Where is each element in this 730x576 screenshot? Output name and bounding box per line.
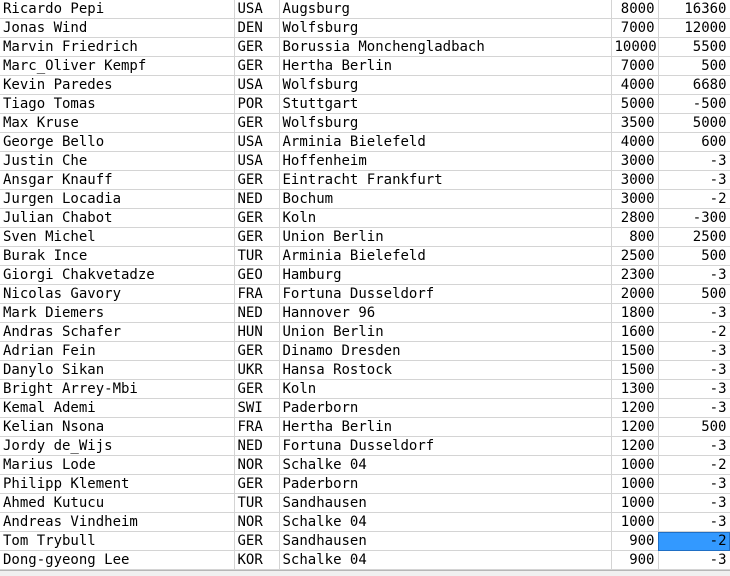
table-row (0, 190, 730, 209)
cell-value[interactable]: 2500 (658, 228, 730, 247)
cell-nationality[interactable]: GER (234, 380, 279, 399)
cell-value[interactable]: -300 (658, 209, 730, 228)
cell-value[interactable]: -3 (658, 152, 730, 171)
cell-value[interactable]: -500 (658, 95, 730, 114)
cell-player-name[interactable]: Ricardo Pepi (0, 0, 234, 19)
cell-club[interactable]: Schalke 04 (279, 513, 611, 532)
cell-player-name[interactable]: Philipp Klement (0, 475, 234, 494)
cell-club[interactable]: Union Berlin (279, 323, 611, 342)
cell-club[interactable]: Bochum (279, 190, 611, 209)
cell-nationality[interactable]: UKR (234, 361, 279, 380)
cell-club[interactable]: Sandhausen (279, 532, 611, 551)
cell-nationality[interactable]: KOR (234, 551, 279, 570)
cell-fee[interactable]: 900 (611, 532, 658, 551)
cell-value[interactable]: 5000 (658, 114, 730, 133)
table-row (0, 551, 730, 570)
table-row (0, 342, 730, 361)
cell-value[interactable]: -2 (658, 190, 730, 209)
cell-fee[interactable]: 3000 (611, 171, 658, 190)
cell-fee[interactable]: 8000 (611, 0, 658, 19)
cell-nationality[interactable]: USA (234, 152, 279, 171)
cell-club[interactable]: Sandhausen (279, 494, 611, 513)
cell-nationality[interactable]: DEN (234, 19, 279, 38)
cell-value[interactable]: -3 (658, 551, 730, 570)
cell-player-name[interactable]: Jonas Wind (0, 19, 234, 38)
table-row (0, 437, 730, 456)
cell-value[interactable]: 500 (658, 57, 730, 76)
cell-value[interactable]: 500 (658, 418, 730, 437)
cell-player-name[interactable]: Ahmed Kutucu (0, 494, 234, 513)
cell-value[interactable]: 5500 (658, 38, 730, 57)
table-row (0, 399, 730, 418)
cell-fee[interactable]: 800 (611, 228, 658, 247)
cell-player-name[interactable]: Justin Che (0, 152, 234, 171)
table-row (0, 19, 730, 38)
table-row (0, 266, 730, 285)
cell-fee[interactable]: 3500 (611, 114, 658, 133)
cell-nationality[interactable]: NOR (234, 513, 279, 532)
cell-value[interactable]: 16360 (658, 0, 730, 19)
cell-player-name[interactable]: Nicolas Gavory (0, 285, 234, 304)
sheet-bottom-edge (0, 570, 730, 576)
table-row (0, 209, 730, 228)
cell-club[interactable]: Schalke 04 (279, 456, 611, 475)
cell-club[interactable]: Koln (279, 209, 611, 228)
cell-club[interactable]: Hamburg (279, 266, 611, 285)
cell-value[interactable]: -3 (658, 266, 730, 285)
cell-club[interactable]: Union Berlin (279, 228, 611, 247)
cell-player-name[interactable]: Tiago Tomas (0, 95, 234, 114)
cell-fee[interactable]: 1200 (611, 437, 658, 456)
cell-player-name[interactable]: Marc_Oliver Kempf (0, 57, 234, 76)
table-row (0, 0, 730, 19)
cell-value[interactable]: -3 (658, 171, 730, 190)
cell-nationality[interactable]: USA (234, 0, 279, 19)
cell-club[interactable]: Paderborn (279, 475, 611, 494)
table-row (0, 57, 730, 76)
table-row (0, 494, 730, 513)
cell-fee[interactable]: 1500 (611, 342, 658, 361)
table-row (0, 95, 730, 114)
cell-player-name[interactable]: Jurgen Locadia (0, 190, 234, 209)
cell-club[interactable]: Wolfsburg (279, 19, 611, 38)
cell-value[interactable]: -3 (658, 437, 730, 456)
table-row (0, 475, 730, 494)
table-row (0, 418, 730, 437)
cell-fee[interactable]: 2800 (611, 209, 658, 228)
cell-player-name[interactable]: George Bello (0, 133, 234, 152)
cell-nationality[interactable]: GER (234, 475, 279, 494)
cell-nationality[interactable]: GER (234, 171, 279, 190)
cell-nationality[interactable]: TUR (234, 494, 279, 513)
cell-fee[interactable]: 7000 (611, 57, 658, 76)
cell-club[interactable]: Eintracht Frankfurt (279, 171, 611, 190)
cell-club[interactable]: Hoffenheim (279, 152, 611, 171)
cell-nationality[interactable]: FRA (234, 285, 279, 304)
cell-club[interactable]: Hannover 96 (279, 304, 611, 323)
cell-player-name[interactable]: Danylo Sikan (0, 361, 234, 380)
cell-player-name[interactable]: Kemal Ademi (0, 399, 234, 418)
cell-nationality[interactable]: GER (234, 114, 279, 133)
cell-player-name[interactable]: Dong-gyeong Lee (0, 551, 234, 570)
cell-club[interactable]: Dinamo Dresden (279, 342, 611, 361)
cell-fee[interactable]: 3000 (611, 190, 658, 209)
cell-player-name[interactable]: Adrian Fein (0, 342, 234, 361)
cell-fee[interactable]: 1600 (611, 323, 658, 342)
cell-nationality[interactable]: GEO (234, 266, 279, 285)
cell-player-name[interactable]: Kevin Paredes (0, 76, 234, 95)
cell-fee[interactable]: 1500 (611, 361, 658, 380)
table-row (0, 513, 730, 532)
cell-nationality[interactable]: NOR (234, 456, 279, 475)
cell-club[interactable]: Hertha Berlin (279, 57, 611, 76)
cell-club[interactable]: Augsburg (279, 0, 611, 19)
cell-value[interactable]: 500 (658, 285, 730, 304)
cell-nationality[interactable]: GER (234, 532, 279, 551)
cell-player-name[interactable]: Mark Diemers (0, 304, 234, 323)
table-row (0, 247, 730, 266)
selected-cell[interactable]: -2 (658, 532, 730, 551)
cell-player-name[interactable]: Marvin Friedrich (0, 38, 234, 57)
cell-player-name[interactable]: Burak Ince (0, 247, 234, 266)
cell-player-name[interactable]: Andreas Vindheim (0, 513, 234, 532)
cell-player-name[interactable]: Jordy de_Wijs (0, 437, 234, 456)
cell-player-name[interactable]: Tom Trybull (0, 532, 234, 551)
cell-fee[interactable]: 1200 (611, 418, 658, 437)
cell-club[interactable]: Arminia Bielefeld (279, 133, 611, 152)
cell-club[interactable]: Stuttgart (279, 95, 611, 114)
cell-value[interactable]: 500 (658, 247, 730, 266)
cell-player-name[interactable]: Giorgi Chakvetadze (0, 266, 234, 285)
table-row (0, 285, 730, 304)
cell-value[interactable]: -3 (658, 494, 730, 513)
cell-player-name[interactable]: Julian Chabot (0, 209, 234, 228)
cell-club[interactable]: Wolfsburg (279, 114, 611, 133)
cell-value[interactable]: -3 (658, 342, 730, 361)
cell-fee[interactable]: 1000 (611, 475, 658, 494)
table-row (0, 532, 730, 551)
cell-fee[interactable]: 3000 (611, 152, 658, 171)
cell-player-name[interactable]: Andras Schafer (0, 323, 234, 342)
cell-nationality[interactable]: NED (234, 190, 279, 209)
table-row (0, 171, 730, 190)
cell-club[interactable]: Fortuna Dusseldorf (279, 437, 611, 456)
cell-nationality[interactable]: GER (234, 57, 279, 76)
cell-player-name[interactable]: Marius Lode (0, 456, 234, 475)
table-row (0, 456, 730, 475)
cell-fee[interactable]: 10000 (611, 38, 658, 57)
cell-value[interactable]: -3 (658, 399, 730, 418)
table-row (0, 133, 730, 152)
cell-nationality[interactable]: USA (234, 76, 279, 95)
cell-fee[interactable]: 1800 (611, 304, 658, 323)
table-row (0, 114, 730, 133)
cell-fee[interactable]: 4000 (611, 76, 658, 95)
cell-fee[interactable]: 5000 (611, 95, 658, 114)
cell-fee[interactable]: 2500 (611, 247, 658, 266)
cell-fee[interactable]: 900 (611, 551, 658, 570)
table-row (0, 361, 730, 380)
cell-nationality[interactable]: GER (234, 38, 279, 57)
cell-value[interactable]: -3 (658, 380, 730, 399)
cell-value[interactable]: -2 (658, 323, 730, 342)
cell-club[interactable]: Schalke 04 (279, 551, 611, 570)
cell-value[interactable]: -3 (658, 304, 730, 323)
cell-player-name[interactable]: Ansgar Knauff (0, 171, 234, 190)
table-row (0, 38, 730, 57)
cell-nationality[interactable]: TUR (234, 247, 279, 266)
cell-nationality[interactable]: SWI (234, 399, 279, 418)
cell-value[interactable]: -3 (658, 361, 730, 380)
cell-fee[interactable]: 1000 (611, 494, 658, 513)
cell-club[interactable]: Wolfsburg (279, 76, 611, 95)
cell-value[interactable]: -2 (658, 456, 730, 475)
cell-value[interactable]: -3 (658, 513, 730, 532)
cell-club[interactable]: Paderborn (279, 399, 611, 418)
table-row (0, 323, 730, 342)
table-row (0, 152, 730, 171)
cell-nationality[interactable]: GER (234, 228, 279, 247)
cell-nationality[interactable]: NED (234, 437, 279, 456)
cell-value[interactable]: 6680 (658, 76, 730, 95)
cell-fee[interactable]: 1000 (611, 456, 658, 475)
cell-nationality[interactable]: FRA (234, 418, 279, 437)
cell-fee[interactable]: 4000 (611, 133, 658, 152)
table-row (0, 76, 730, 95)
cell-club[interactable]: Koln (279, 380, 611, 399)
cell-fee[interactable]: 1200 (611, 399, 658, 418)
cell-club[interactable]: Hertha Berlin (279, 418, 611, 437)
cell-club[interactable]: Hansa Rostock (279, 361, 611, 380)
cell-player-name[interactable]: Bright Arrey-Mbi (0, 380, 234, 399)
cell-club[interactable]: Arminia Bielefeld (279, 247, 611, 266)
cell-nationality[interactable]: USA (234, 133, 279, 152)
cell-nationality[interactable]: NED (234, 304, 279, 323)
cell-player-name[interactable]: Sven Michel (0, 228, 234, 247)
table-row (0, 228, 730, 247)
cell-nationality[interactable]: HUN (234, 323, 279, 342)
cell-value[interactable]: 12000 (658, 19, 730, 38)
cell-nationality[interactable]: GER (234, 342, 279, 361)
table-row (0, 304, 730, 323)
table-row (0, 380, 730, 399)
cell-fee[interactable]: 1300 (611, 380, 658, 399)
cell-club[interactable]: Fortuna Dusseldorf (279, 285, 611, 304)
cell-value[interactable]: 600 (658, 133, 730, 152)
cell-fee[interactable]: 2000 (611, 285, 658, 304)
cell-club[interactable]: Borussia Monchengladbach (279, 38, 611, 57)
cell-nationality[interactable]: GER (234, 209, 279, 228)
cell-nationality[interactable]: POR (234, 95, 279, 114)
cell-fee[interactable]: 2300 (611, 266, 658, 285)
cell-player-name[interactable]: Max Kruse (0, 114, 234, 133)
cell-player-name[interactable]: Kelian Nsona (0, 418, 234, 437)
cell-value[interactable]: -3 (658, 475, 730, 494)
cell-fee[interactable]: 1000 (611, 513, 658, 532)
cell-fee[interactable]: 7000 (611, 19, 658, 38)
